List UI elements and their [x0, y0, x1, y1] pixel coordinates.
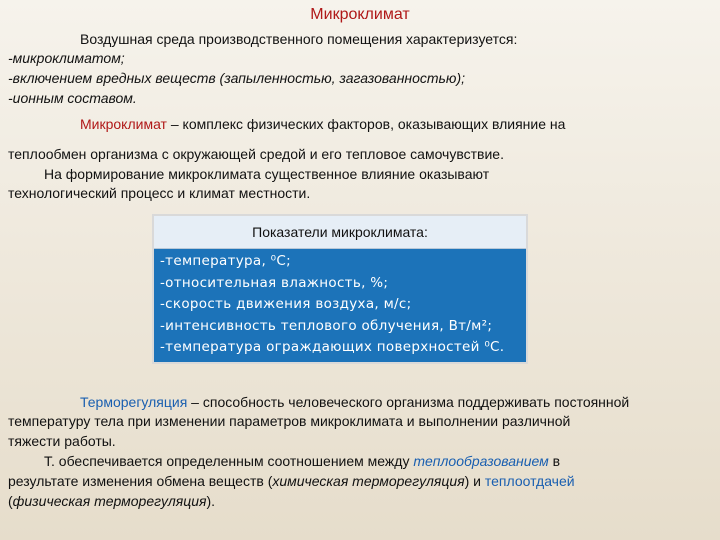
indicator-item: -относительная влажность, %;	[160, 274, 389, 291]
indicators-header: Показатели микроклимата:	[154, 216, 526, 249]
indicator-item: -температура, ⁰С;	[160, 253, 291, 269]
thermo-chemical: химическая терморегуляция	[272, 473, 465, 489]
definition-line-1	[80, 115, 565, 133]
definition-text: – комплекс физических факторов, оказывающих влияние на	[166, 116, 566, 132]
indicators-list	[154, 249, 526, 361]
indicators-box	[152, 214, 528, 364]
definition-term: Микроклимат	[80, 116, 167, 132]
thermo-line-5	[8, 472, 575, 490]
thermo-line-3: тяжести работы.	[8, 433, 116, 449]
thermo-text: – способность человеческого организма поддерживать постоянной	[187, 394, 630, 410]
definition-line-4: технологический процесс и климат местности.	[8, 185, 311, 201]
thermo-line-4	[44, 452, 560, 470]
thermo-line-5-a: результате изменения обмена веществ (	[8, 473, 273, 489]
intro-line-3: -включением вредных веществ (запыленностью, загазованностью);	[8, 70, 465, 86]
indicator-item: -скорость движения воздуха, м/с;	[160, 296, 412, 312]
thermo-term: Терморегуляция	[80, 394, 188, 410]
thermo-line-4-c: в	[548, 453, 561, 469]
thermo-physical: физическая терморегуляция	[12, 493, 207, 509]
thermo-line-2: температуру тела при изменении параметров микроклимата и выполнении различной	[8, 413, 571, 429]
indicator-item: -интенсивность теплового облучения, Вт/м²;	[160, 317, 493, 334]
thermo-heat-production: теплообразованием	[413, 453, 549, 469]
intro-line-1: Воздушная среда производственного помещения характеризуется:	[80, 31, 518, 47]
thermo-heat-transfer: теплоотдачей	[484, 473, 575, 489]
definition-line-2: теплообмен организма с окружающей средой и его тепловое самочувствие.	[8, 146, 504, 162]
thermo-line-6-c: ).	[206, 493, 216, 509]
thermo-line-6	[8, 492, 215, 510]
intro-line-4: -ионным составом.	[8, 90, 137, 106]
thermo-line-4-a: Т. обеспечивается определенным соотношением между	[44, 453, 414, 469]
thermo-line-1	[80, 393, 629, 411]
slide-title: Микроклимат	[310, 6, 410, 23]
thermo-line-5-c: ) и	[464, 473, 485, 489]
indicator-item: -температура ограждающих поверхностей ⁰С.	[160, 339, 505, 355]
intro-line-2: -микроклиматом;	[8, 50, 125, 66]
definition-line-3: На формирование микроклимата существенное влияние оказывают	[44, 166, 490, 182]
thermo-line-6-a: (	[8, 493, 13, 509]
